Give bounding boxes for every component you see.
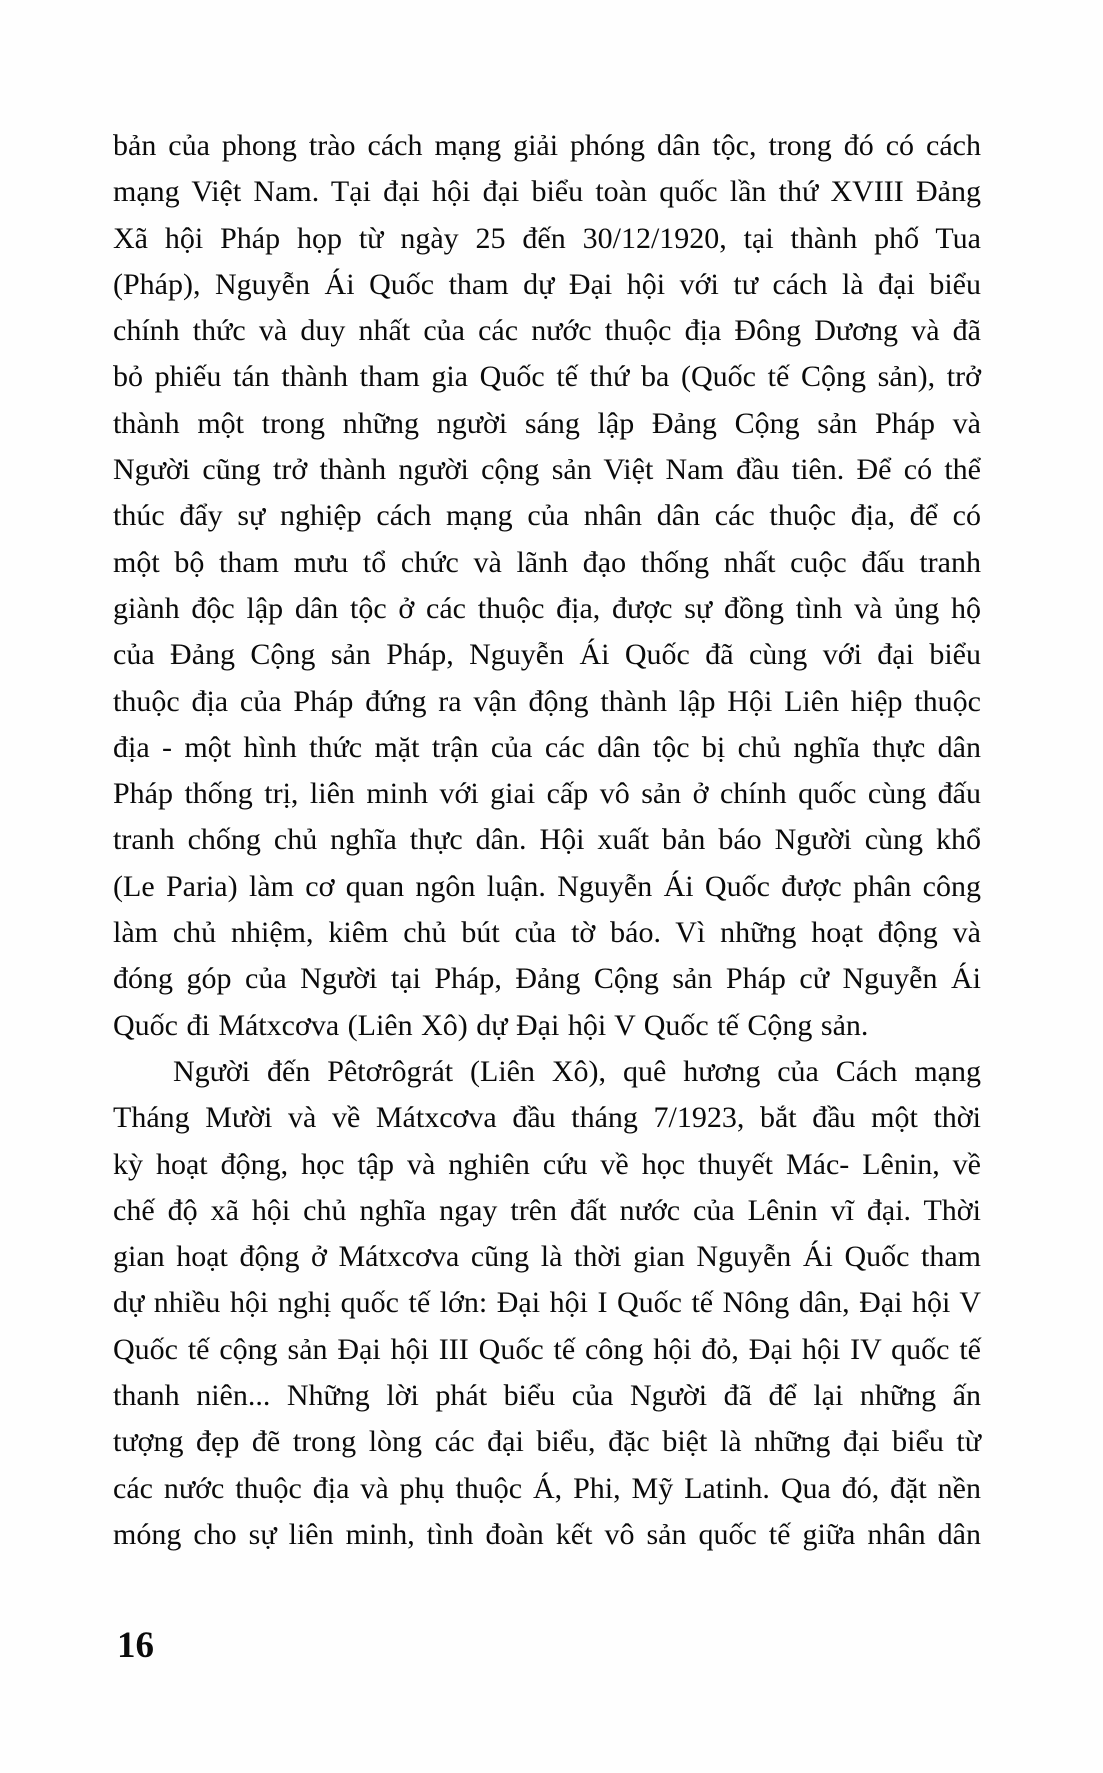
text-line: tượng đẹp đẽ trong lòng các đại biểu, đặc biệt là những đại biểu từ (113, 1425, 981, 1459)
text-line: một bộ tham mưu tổ chức và lãnh đạo thống nhất cuộc đấu tranh (113, 545, 981, 579)
page-number: 16 (117, 1625, 154, 1666)
text-line: làm chủ nhiệm, kiêm chủ bút của tờ báo. Vì những hoạt động và (113, 916, 981, 950)
text-line: bỏ phiếu tán thành tham gia Quốc tế thứ ba (Quốc tế Cộng sản), trở (113, 360, 981, 394)
text-line: dự nhiều hội nghị quốc tế lớn: Đại hội I Quốc tế Nông dân, Đại hội V (113, 1286, 981, 1320)
text-line: của Đảng Cộng sản Pháp, Nguyễn Ái Quốc đã cùng với đại biểu (113, 638, 981, 672)
text-line: (Pháp), Nguyễn Ái Quốc tham dự Đại hội với tư cách là đại biểu (113, 267, 981, 301)
text-line: Quốc đi Mátxcơva (Liên Xô) dự Đại hội V Quốc tế Cộng sản. (113, 1008, 869, 1042)
text-line: chế độ xã hội chủ nghĩa ngay trên đất nước của Lênin vĩ đại. Thời (113, 1193, 981, 1227)
text-line: Xã hội Pháp họp từ ngày 25 đến 30/12/1920, tại thành phố Tua (113, 221, 981, 255)
text-line: Tháng Mười và về Mátxcơva đầu tháng 7/1923, bắt đầu một thời (113, 1101, 981, 1135)
text-line: địa - một hình thức mặt trận của các dân tộc bị chủ nghĩa thực dân (113, 730, 981, 764)
text-line: (Le Paria) làm cơ quan ngôn luận. Nguyễn Ái Quốc được phân công (113, 869, 981, 903)
text-line: móng cho sự liên minh, tình đoàn kết vô sản quốc tế giữa nhân dân (113, 1517, 981, 1551)
text-line: các nước thuộc địa và phụ thuộc Á, Phi, Mỹ Latinh. Qua đó, đặt nền (113, 1471, 981, 1505)
text-line: giành độc lập dân tộc ở các thuộc địa, được sự đồng tình và ủng hộ (113, 591, 981, 625)
text-line: Pháp thống trị, liên minh với giai cấp vô sản ở chính quốc cùng đấu (113, 777, 981, 811)
text-line: chính thức và duy nhất của các nước thuộc địa Đông Dương và đã (113, 314, 981, 348)
text-line: Người đến Pêtơrôgrát (Liên Xô), quê hương của Cách mạng (173, 1054, 981, 1088)
text-line: tranh chống chủ nghĩa thực dân. Hội xuất bản báo Người cùng khổ (113, 823, 981, 857)
text-line: kỳ hoạt động, học tập và nghiên cứu về học thuyết Mác- Lênin, về (113, 1147, 981, 1181)
text-line: Quốc tế cộng sản Đại hội III Quốc tế công hội đỏ, Đại hội IV quốc tế (113, 1332, 981, 1366)
text-line: thúc đẩy sự nghiệp cách mạng của nhân dân các thuộc địa, để có (113, 499, 981, 533)
text-line: thuộc địa của Pháp đứng ra vận động thành lập Hội Liên hiệp thuộc (113, 684, 981, 718)
text-line: Người cũng trở thành người cộng sản Việt Nam đầu tiên. Để có thể (113, 453, 981, 487)
text-line: thanh niên... Những lời phát biểu của Người đã để lại những ấn (113, 1379, 981, 1413)
text-block (113, 123, 981, 1558)
text-line: bản của phong trào cách mạng giải phóng dân tộc, trong đó có cách (113, 129, 981, 162)
text-line: gian hoạt động ở Mátxcơva cũng là thời gian Nguyễn Ái Quốc tham (113, 1240, 981, 1274)
text-line: thành một trong những người sáng lập Đảng Cộng sản Pháp và (113, 406, 981, 440)
text-line: mạng Việt Nam. Tại đại hội đại biểu toàn quốc lần thứ XVIII Đảng (113, 175, 981, 209)
text-line: đóng góp của Người tại Pháp, Đảng Cộng sản Pháp cử Nguyễn Ái (113, 962, 981, 996)
